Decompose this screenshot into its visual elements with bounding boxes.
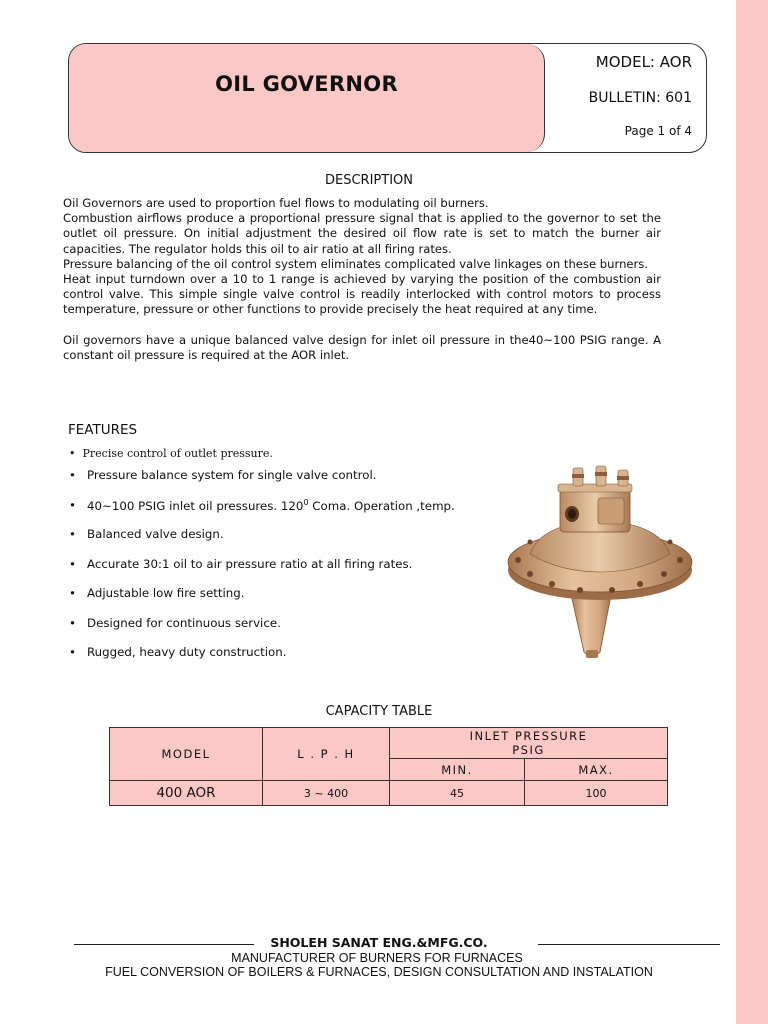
document-header <box>68 43 707 153</box>
model-line <box>596 53 692 71</box>
cell-model: 400 AOR <box>110 781 263 806</box>
degree-superscript: 0 <box>303 497 309 507</box>
header-min: MIN. <box>390 759 525 781</box>
header-max: MAX. <box>525 759 668 781</box>
bullet-icon: • <box>69 615 76 630</box>
description-paragraph: Oil Governors are used to proportion fuel flows to modulating oil burners. <box>63 196 489 210</box>
feature-text: 40~100 PSIG inlet oil pressures. 120 <box>87 498 304 513</box>
feature-item <box>69 527 455 557</box>
feature-text: Rugged, heavy duty construction. <box>87 645 287 659</box>
description-paragraph: Heat input turndown over a 10 to 1 range is achieved by varying the position of the combustion air control valve. This simple single valve control is readily interlocked with control motors to process temperature, pressure or other functions to provide precisely the heat required at any time. <box>63 272 661 317</box>
model-label: MODEL: <box>595 53 655 71</box>
feature-text-tail: Coma. Operation ,temp. <box>308 498 455 513</box>
description-paragraph: Combustion airflows produce a proportional pressure signal that is applied to the governor to set the outlet oil pressure. On initial adjustment the desired oil flow rate is set to match the burner air capacities. The regulator holds this oil to air ratio at all firing rates. <box>63 211 661 256</box>
bullet-icon: • <box>69 468 76 482</box>
description-body <box>63 196 661 363</box>
feature-text: Accurate 30:1 oil to air pressure ratio at all firing rates. <box>87 556 413 571</box>
capacity-table-heading: CAPACITY TABLE <box>325 704 433 719</box>
feature-item <box>69 498 455 528</box>
feature-text: Balanced valve design. <box>87 527 224 541</box>
feature-text: Designed for continuous service. <box>87 615 281 630</box>
bullet-icon: • <box>69 556 76 571</box>
cell-max: 100 <box>525 781 668 806</box>
bullet-icon: • <box>69 586 76 600</box>
features-heading: FEATURES <box>68 422 138 438</box>
feature-item <box>69 586 455 616</box>
header-inlet-pressure <box>390 728 668 759</box>
header-model: MODEL <box>110 728 263 781</box>
footer-services: FUEL CONVERSION OF BOILERS & FURNACES, DESIGN CONSULTATION AND INSTALATION <box>105 965 653 979</box>
bullet-icon: • <box>69 447 76 460</box>
feature-text: Precise control of outlet pressure. <box>82 447 273 460</box>
cell-lph: 3 ~ 400 <box>263 781 390 806</box>
feature-item <box>69 645 455 675</box>
feature-item <box>69 557 455 587</box>
capacity-table <box>109 727 668 806</box>
description-heading: DESCRIPTION <box>325 173 413 188</box>
header-inlet-line2: PSIG <box>512 743 545 757</box>
model-value: AOR <box>659 53 692 71</box>
feature-item <box>69 468 455 498</box>
oil-governor-product-image <box>500 462 700 667</box>
table-row <box>110 781 668 806</box>
bullet-icon: • <box>69 527 76 541</box>
description-paragraph: Pressure balancing of the oil control system eliminates complicated valve linkages on these burners. <box>63 256 649 271</box>
header-lph: L . P . H <box>263 728 390 781</box>
header-inlet-line1: INLET PRESSURE <box>469 729 588 743</box>
side-color-strip <box>736 0 768 1024</box>
features-list <box>69 468 455 675</box>
feature-text: Adjustable low fire setting. <box>87 586 245 600</box>
bulletin-number: BULLETIN: 601 <box>588 90 692 106</box>
bullet-icon: • <box>69 645 76 659</box>
cell-min: 45 <box>390 781 525 806</box>
title-panel <box>69 44 545 152</box>
page-number: Page 1 of 4 <box>624 124 692 138</box>
footer-company-name: SHOLEH SANAT ENG.&MFG.CO. <box>270 935 488 950</box>
description-paragraph: Oil governors have a unique balanced valve design for inlet oil pressure in the40~100 PSIG range. A constant oil pressure is required at the AOR inlet. <box>63 332 661 362</box>
table-header-row <box>110 728 668 759</box>
bullet-icon: • <box>69 498 76 513</box>
document-title: OIL GOVERNOR <box>215 72 398 96</box>
feature-item <box>69 447 273 460</box>
feature-item <box>69 616 455 646</box>
footer-tagline: MANUFACTURER OF BURNERS FOR FURNACES <box>231 951 523 965</box>
feature-text: Pressure balance system for single valve control. <box>87 468 377 482</box>
